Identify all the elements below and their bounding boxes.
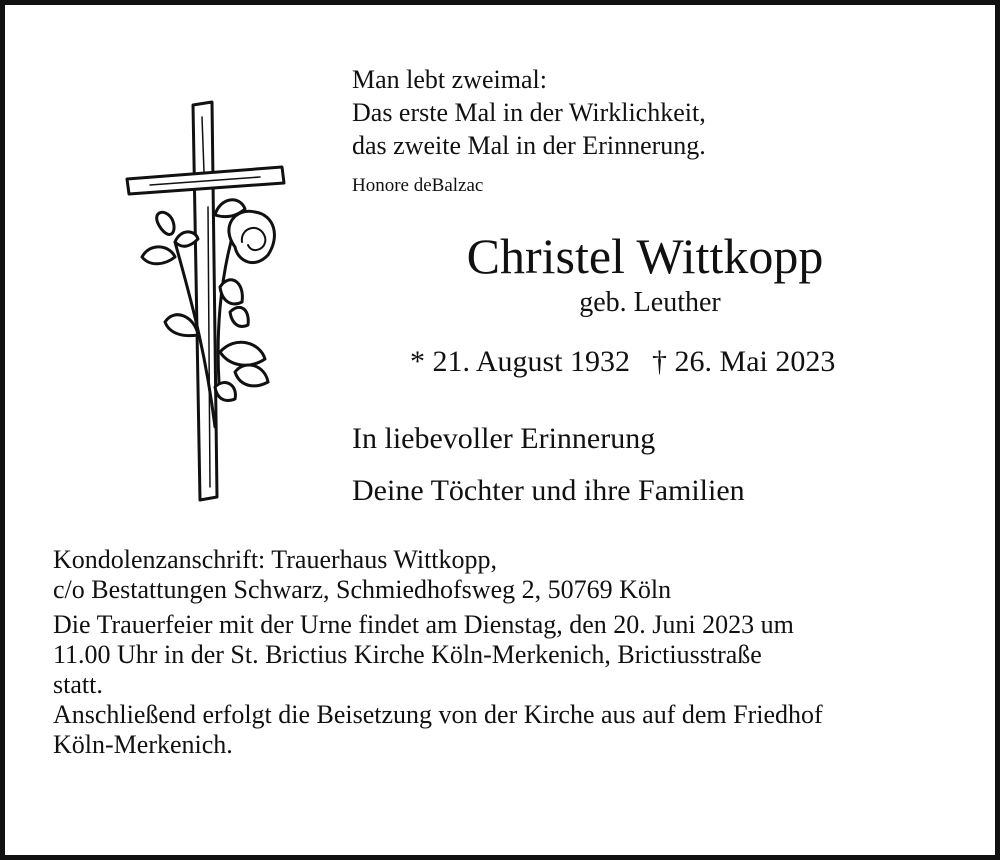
quote-author: Honore deBalzac — [352, 175, 484, 196]
burial-line: Anschließend erfolgt die Beisetzung von der Kirche aus auf dem Friedhof — [53, 700, 823, 729]
quote — [352, 63, 706, 162]
ceremony-line: 11.00 Uhr in der St. Brictius Kirche Köln-Merkenich, Brictiusstraße — [53, 640, 762, 669]
quote-line: das zweite Mal in der Erinnerung. — [352, 131, 706, 160]
burial-line: Köln-Merkenich. — [53, 730, 233, 759]
birth-date: * 21. August 1932 — [410, 345, 631, 378]
birth-name: geb. Leuther — [579, 287, 721, 318]
ceremony-info — [53, 610, 823, 700]
ceremony-line: Die Trauerfeier mit der Urne findet am Dienstag, den 20. Juni 2023 um — [53, 610, 794, 639]
notice-body — [53, 545, 823, 760]
signers: Deine Töchter und ihre Familien — [352, 474, 745, 507]
quote-line: Das erste Mal in der Wirklichkeit, — [352, 98, 706, 127]
condolence-line: Kondolenzanschrift: Trauerhaus Wittkopp, — [53, 545, 498, 574]
life-dates — [410, 345, 835, 379]
condolence-address — [53, 545, 823, 605]
burial-info — [53, 700, 823, 760]
ceremony-line: statt. — [53, 670, 103, 699]
deceased-name: Christel Wittkopp — [466, 228, 824, 284]
quote-line: Man lebt zweimal: — [352, 65, 547, 94]
condolence-line: c/o Bestattungen Schwarz, Schmiedhofsweg 2, 50769 Köln — [53, 575, 672, 604]
death-date: † 26. Mai 2023 — [652, 345, 836, 378]
memory-line: In liebevoller Erinnerung — [352, 422, 656, 455]
